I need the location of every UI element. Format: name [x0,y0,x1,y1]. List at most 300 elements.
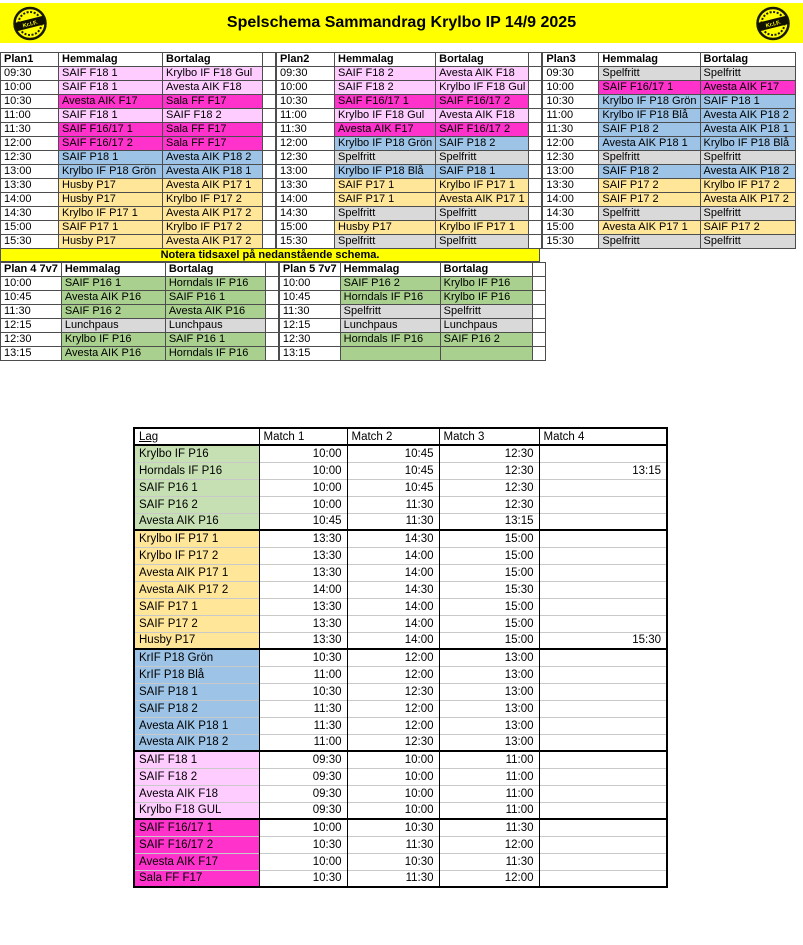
away-team-cell: Sala FF F17 [163,95,263,109]
time-cell: 15:30 [1,235,59,249]
away-team-cell: Avesta AIK F18 [436,67,529,81]
match-time-cell: 10:00 [347,785,439,802]
plan-row [279,333,545,347]
team-label-cell: Krylbo IF P17 2 [134,547,259,564]
spacer-column [529,81,542,95]
away-team-cell: Avesta AIK P18 2 [700,109,795,123]
time-cell: 13:00 [1,165,59,179]
team-match-row [134,632,667,649]
spacer-column [529,193,542,207]
team-match-row [134,751,667,768]
match-time-cell: 15:00 [439,530,539,547]
plan-table-plan3 [542,52,795,249]
plan-row [1,207,276,221]
plan-row [543,179,795,193]
match-time-cell: 13:00 [439,666,539,683]
match-time-cell: 12:00 [347,700,439,717]
match-time-cell: 15:00 [439,547,539,564]
match-time-cell: 13:15 [439,513,539,530]
time-cell: 12:00 [1,137,59,151]
plan-name-cell: Plan2 [277,53,335,67]
plan-name-cell: Plan 4 7v7 [1,263,62,277]
time-cell: 11:30 [279,305,340,319]
plans-top-row [0,52,803,249]
plan-row [543,207,795,221]
match-time-cell: 15:00 [439,598,539,615]
home-team-cell [340,347,440,361]
match-time-cell: 14:30 [347,530,439,547]
plan-row [543,81,795,95]
away-team-cell: Krylbo IF P17 1 [436,179,529,193]
plan-header-row [543,53,795,67]
team-label-cell: KrIF P18 Grön [134,649,259,666]
time-cell: 14:00 [277,193,335,207]
time-cell: 14:00 [1,193,59,207]
match-time-cell: 09:30 [259,802,347,819]
home-team-cell: SAIF F18 1 [59,67,163,81]
away-column-header: Bortalag [165,263,265,277]
away-column-header: Bortalag [436,53,529,67]
home-team-cell: Avesta AIK P18 1 [599,137,700,151]
away-team-cell: Lunchpaus [440,319,532,333]
home-team-cell: Krylbo IF P18 Blå [335,165,436,179]
away-column-header: Bortalag [700,53,795,67]
match-time-cell: 10:45 [259,513,347,530]
away-team-cell: Avesta AIK P17 2 [163,235,263,249]
match-time-cell: 12:00 [439,870,539,887]
match-time-cell: 10:30 [259,683,347,700]
time-cell: 13:30 [277,179,335,193]
team-match-row [134,853,667,870]
home-column-header: Hemmalag [61,263,165,277]
plan-row [1,179,276,193]
match-time-cell: 15:30 [539,632,667,649]
time-cell: 14:00 [543,193,599,207]
team-match-row [134,717,667,734]
team-match-row [134,683,667,700]
schedule-note: Notera tidsaxel på nedanstående schema. [0,249,540,262]
away-team-cell: SAIF P18 1 [700,95,795,109]
match-time-cell: 11:00 [439,768,539,785]
match-time-cell: 14:00 [347,598,439,615]
plan-row [1,221,276,235]
spacer-column [265,291,278,305]
away-team-cell: Avesta AIK P18 2 [700,165,795,179]
plan-row [543,95,795,109]
time-cell: 10:30 [543,95,599,109]
home-team-cell: Spelfritt [340,305,440,319]
spacer-column [263,81,276,95]
team-label-cell: Avesta AIK F18 [134,785,259,802]
plan-row [1,67,276,81]
match-time-cell: 10:00 [259,479,347,496]
team-match-row [134,666,667,683]
away-team-cell: Avesta AIK F17 [700,81,795,95]
away-column-header: Bortalag [163,53,263,67]
plan-row [543,165,795,179]
spacer-column [532,319,545,333]
team-match-row [134,479,667,496]
team-label-cell: Avesta AIK P18 2 [134,734,259,751]
team-match-row [134,700,667,717]
away-team-cell: Spelfritt [436,151,529,165]
plan-row [277,193,542,207]
home-team-cell: SAIF F16/17 2 [59,137,163,151]
team-label-cell: SAIF P16 1 [134,479,259,496]
spacer-column [263,123,276,137]
plan-header-row [279,263,545,277]
match-time-cell: 14:00 [347,632,439,649]
match-time-cell: 10:00 [259,496,347,513]
match-time-cell: 10:00 [259,853,347,870]
away-team-cell: Avesta AIK P17 1 [163,179,263,193]
spacer-column [265,347,278,361]
match-time-cell [539,785,667,802]
match-time-cell: 13:30 [259,598,347,615]
time-cell: 10:00 [277,81,335,95]
spacer-column [529,53,542,67]
team-match-row [134,870,667,887]
spacer-column [263,109,276,123]
match-time-cell: 10:00 [347,751,439,768]
time-cell: 15:30 [543,235,599,249]
time-cell: 09:30 [1,67,59,81]
team-match-row [134,598,667,615]
match-time-cell [539,513,667,530]
away-team-cell: Avesta AIK P18 1 [163,165,263,179]
away-team-cell: Lunchpaus [165,319,265,333]
spacer-column [263,53,276,67]
match-time-cell: 10:00 [259,819,347,836]
team-label-cell: SAIF F18 2 [134,768,259,785]
match-time-cell: 13:00 [439,683,539,700]
match-time-cell: 09:30 [259,785,347,802]
match-table [133,427,668,888]
plan-row [279,305,545,319]
spacer-column [529,109,542,123]
home-team-cell: Krylbo IF P17 1 [59,207,163,221]
match-time-cell: 12:30 [439,479,539,496]
home-team-cell: Krylbo IF P18 Grön [59,165,163,179]
svg-text:Kr.I.F.: Kr.I.F. [22,19,39,29]
match-time-cell: 15:30 [439,581,539,598]
home-team-cell: SAIF F16/17 1 [59,123,163,137]
home-team-cell: Spelfritt [599,151,700,165]
home-team-cell: SAIF F18 2 [335,67,436,81]
spacer-column [263,193,276,207]
home-team-cell: Spelfritt [599,67,700,81]
team-match-row [134,462,667,479]
match-table-header-row [134,428,667,445]
spacer-column [263,235,276,249]
away-team-cell: Avesta AIK F18 [163,81,263,95]
time-cell: 12:30 [543,151,599,165]
spacer-column [265,305,278,319]
spacer-column [263,95,276,109]
spacer-column [529,67,542,81]
home-team-cell: SAIF P17 1 [335,193,436,207]
match-time-cell: 11:00 [439,802,539,819]
match-time-cell: 10:45 [347,479,439,496]
away-team-cell: Krylbo IF P17 1 [436,221,529,235]
match-time-cell: 10:00 [259,445,347,462]
match-time-cell [539,615,667,632]
team-label-cell: Avesta AIK P16 [134,513,259,530]
match-time-cell: 10:00 [259,462,347,479]
plan-row [1,235,276,249]
plan-row [277,123,542,137]
away-team-cell: Spelfritt [700,235,795,249]
match-time-cell: 09:30 [259,751,347,768]
spacer-column [532,263,545,277]
match-time-cell: 13:30 [259,564,347,581]
team-match-row [134,768,667,785]
match-time-cell: 13:15 [539,462,667,479]
match-time-cell [539,445,667,462]
match-time-cell: 10:45 [347,462,439,479]
match-time-cell: 10:30 [347,853,439,870]
plan-row [1,137,276,151]
plan-row [543,151,795,165]
match-time-cell: 12:00 [347,649,439,666]
home-team-cell: Spelfritt [335,151,436,165]
plan-row [1,123,276,137]
away-team-cell: Spelfritt [700,151,795,165]
time-cell: 12:00 [277,137,335,151]
away-team-cell: SAIF P18 2 [436,137,529,151]
home-team-cell: Husby P17 [59,179,163,193]
plan-row [1,347,279,361]
match-time-cell [539,479,667,496]
away-team-cell: SAIF F18 2 [163,109,263,123]
home-column-header: Hemmalag [340,263,440,277]
plan-row [279,347,545,361]
team-label-cell: Husby P17 [134,632,259,649]
away-column-header: Bortalag [440,263,532,277]
plan-name-cell: Plan 5 7v7 [279,263,340,277]
match-time-cell: 10:45 [347,445,439,462]
match-time-cell: 13:30 [259,530,347,547]
time-cell: 10:30 [1,95,59,109]
team-label-cell: Horndals IF P16 [134,462,259,479]
match-time-cell [539,802,667,819]
match-time-cell: 11:30 [259,717,347,734]
home-team-cell: Lunchpaus [340,319,440,333]
time-cell: 10:00 [543,81,599,95]
plan-row [277,137,542,151]
home-team-cell: SAIF F18 1 [59,109,163,123]
time-cell: 15:00 [543,221,599,235]
team-match-row [134,734,667,751]
plan-row [1,151,276,165]
team-match-row [134,802,667,819]
match-time-cell: 13:00 [439,734,539,751]
plan-row [277,221,542,235]
time-cell: 10:30 [277,95,335,109]
team-match-row [134,513,667,530]
team-match-row [134,819,667,836]
team-label-cell: Sala FF F17 [134,870,259,887]
match-time-cell [539,853,667,870]
match-time-cell: 10:30 [347,819,439,836]
plan-row [277,67,542,81]
team-match-row [134,785,667,802]
match-table-header-cell-match-3: Match 3 [439,428,539,445]
plans-7v7-row [0,262,803,361]
plan-row [1,165,276,179]
home-column-header: Hemmalag [599,53,700,67]
page-title: Spelschema Sammandrag Krylbo IP 14/9 2025 [226,14,577,31]
match-table-header-cell-match-4: Match 4 [539,428,667,445]
home-team-cell: SAIF P16 1 [61,277,165,291]
plan-row [277,235,542,249]
plan-row [277,151,542,165]
match-time-cell [539,751,667,768]
home-team-cell: Spelfritt [599,207,700,221]
team-match-row [134,581,667,598]
home-team-cell: Horndals IF P16 [340,291,440,305]
match-time-cell [539,717,667,734]
spacer-column [532,347,545,361]
match-time-cell: 12:30 [439,445,539,462]
match-table-header-cell-match-1: Match 1 [259,428,347,445]
away-team-cell: Avesta AIK P16 [165,305,265,319]
team-label-cell: Avesta AIK F17 [134,853,259,870]
home-column-header: Hemmalag [59,53,163,67]
home-team-cell: Krylbo IF P16 [61,333,165,347]
away-team-cell: Spelfritt [436,235,529,249]
time-cell: 15:30 [277,235,335,249]
match-time-cell: 13:00 [439,717,539,734]
spacer-column [532,277,545,291]
team-label-cell: Avesta AIK P18 1 [134,717,259,734]
away-team-cell: Spelfritt [436,207,529,221]
match-time-cell [539,581,667,598]
time-cell: 15:00 [277,221,335,235]
team-label-cell: SAIF F16/17 1 [134,819,259,836]
match-time-cell: 12:00 [347,666,439,683]
plan-row [277,81,542,95]
plan-row [1,81,276,95]
team-label-cell: Krylbo F18 GUL [134,802,259,819]
match-time-cell: 14:00 [347,564,439,581]
team-label-cell: SAIF F18 1 [134,751,259,768]
team-match-row [134,836,667,853]
plan-header-row [277,53,542,67]
time-cell: 14:30 [277,207,335,221]
plan-row [543,137,795,151]
match-time-cell [539,666,667,683]
away-team-cell: SAIF P16 1 [165,291,265,305]
match-time-cell [539,547,667,564]
team-match-row [134,547,667,564]
spacer-column [263,221,276,235]
match-time-cell [539,700,667,717]
plan-row [1,109,276,123]
spacer-column [265,333,278,347]
away-team-cell: Krylbo IF P16 [440,277,532,291]
spacer-column [529,207,542,221]
home-team-cell: SAIF F18 2 [335,81,436,95]
time-cell: 11:00 [277,109,335,123]
home-team-cell: Spelfritt [599,235,700,249]
time-cell: 13:30 [1,179,59,193]
away-team-cell: Krylbo IF P17 2 [700,179,795,193]
time-cell: 11:30 [1,305,62,319]
match-time-cell [539,649,667,666]
away-team-cell: Avesta AIK P18 2 [163,151,263,165]
match-time-cell: 15:00 [439,564,539,581]
match-time-cell: 11:30 [259,700,347,717]
home-team-cell: SAIF P17 2 [599,179,700,193]
team-match-row [134,445,667,462]
spacer-column [529,165,542,179]
team-match-row [134,530,667,547]
plan-row [1,95,276,109]
time-cell: 14:30 [543,207,599,221]
time-cell: 14:30 [1,207,59,221]
time-cell: 12:30 [1,151,59,165]
home-team-cell: Avesta AIK P16 [61,291,165,305]
match-time-cell: 15:00 [439,615,539,632]
time-cell: 11:00 [543,109,599,123]
match-time-cell: 10:00 [347,768,439,785]
away-team-cell: SAIF F16/17 2 [436,123,529,137]
match-time-cell: 13:00 [439,649,539,666]
team-label-cell: Avesta AIK P17 2 [134,581,259,598]
match-time-cell [539,496,667,513]
plan-header-row [1,53,276,67]
plan-row [277,207,542,221]
plan-row [279,291,545,305]
match-time-cell: 15:00 [439,632,539,649]
away-team-cell: Krylbo IF P17 2 [163,193,263,207]
plan-row [543,67,795,81]
plan-header-row [1,263,279,277]
time-cell: 10:00 [1,277,62,291]
away-team-cell: Spelfritt [440,305,532,319]
plan-table-plan1 [0,52,276,249]
home-team-cell: SAIF P18 2 [599,165,700,179]
plan-row [277,95,542,109]
match-time-cell: 11:30 [439,819,539,836]
match-time-cell: 11:30 [347,513,439,530]
home-team-cell: SAIF P18 1 [59,151,163,165]
time-cell: 11:30 [1,123,59,137]
home-team-cell: SAIF F18 1 [59,81,163,95]
time-cell: 15:00 [1,221,59,235]
home-team-cell: Krylbo IF P18 Grön [599,95,700,109]
time-cell: 09:30 [543,67,599,81]
match-table-header-cell-lag: Lag [134,428,259,445]
home-team-cell: Avesta AIK P16 [61,347,165,361]
home-team-cell: Krylbo IF P18 Grön [335,137,436,151]
away-team-cell [440,347,532,361]
time-cell: 12:30 [277,151,335,165]
match-time-cell: 11:30 [439,853,539,870]
home-team-cell: SAIF F16/17 1 [335,95,436,109]
time-cell: 13:00 [543,165,599,179]
match-time-cell [539,819,667,836]
match-time-cell: 14:00 [347,547,439,564]
home-team-cell: Avesta AIK F17 [335,123,436,137]
spacer-column [529,123,542,137]
match-time-cell [539,870,667,887]
away-team-cell: Horndals IF P16 [165,277,265,291]
home-team-cell: Krylbo IF P18 Blå [599,109,700,123]
home-team-cell: SAIF P17 1 [335,179,436,193]
plan-table-plan2 [276,52,542,249]
